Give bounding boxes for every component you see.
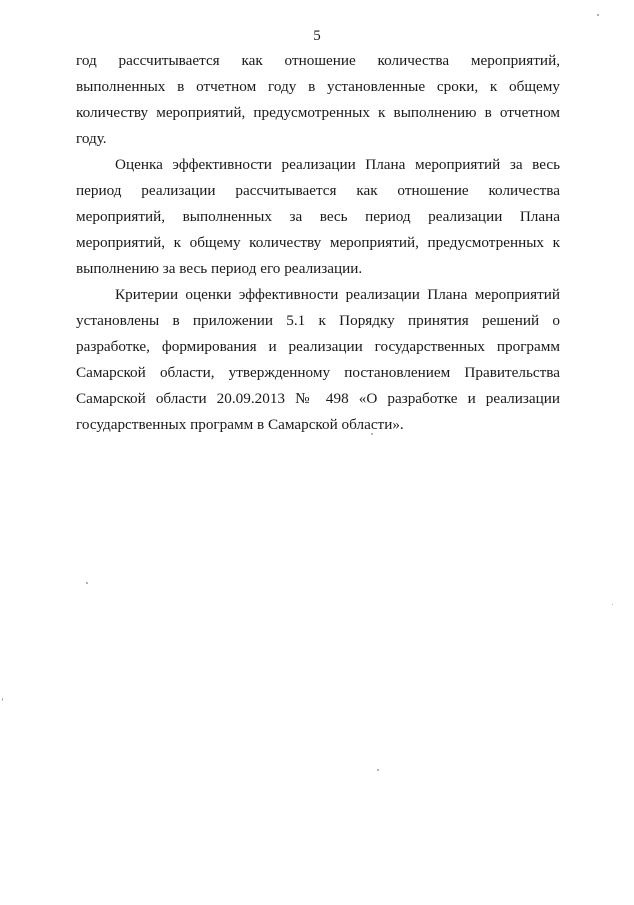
- scan-speck: [2, 698, 3, 701]
- scan-speck: [597, 14, 599, 16]
- paragraph-criteria: Критерии оценки эффективности реализации Плана мероприятий установлены в приложении 5.1 к Порядку принятия решений о разработке, формирования и реализации государственных программ Самарской области, утвержденному постановлением Правительства Самарской области 20.09.2013 № 498 «О разработке и реализации государственных программ в Самарской области».: [76, 286, 560, 433]
- page-number: 5: [313, 28, 321, 44]
- scan-speck: [371, 433, 373, 435]
- scan-speck: [86, 582, 88, 584]
- scan-speck: [377, 769, 379, 771]
- body-text: [76, 48, 560, 438]
- paragraph-overall-efficiency: Оценка эффективности реализации Плана мероприятий за весь период реализации рассчитывается как отношение количества мероприятий, выполненных за весь период реализации Плана мероприятий, к общему количеству мероприятий, предусмотренных к выполнению за весь период его реализации.: [76, 156, 560, 277]
- paragraph-continuation: год рассчитывается как отношение количества мероприятий, выполненных в отчетном году в установленные сроки, к общему количеству мероприятий, предусмотренных к выполнению в отчетном году.: [76, 52, 560, 147]
- scan-speck: [612, 604, 613, 605]
